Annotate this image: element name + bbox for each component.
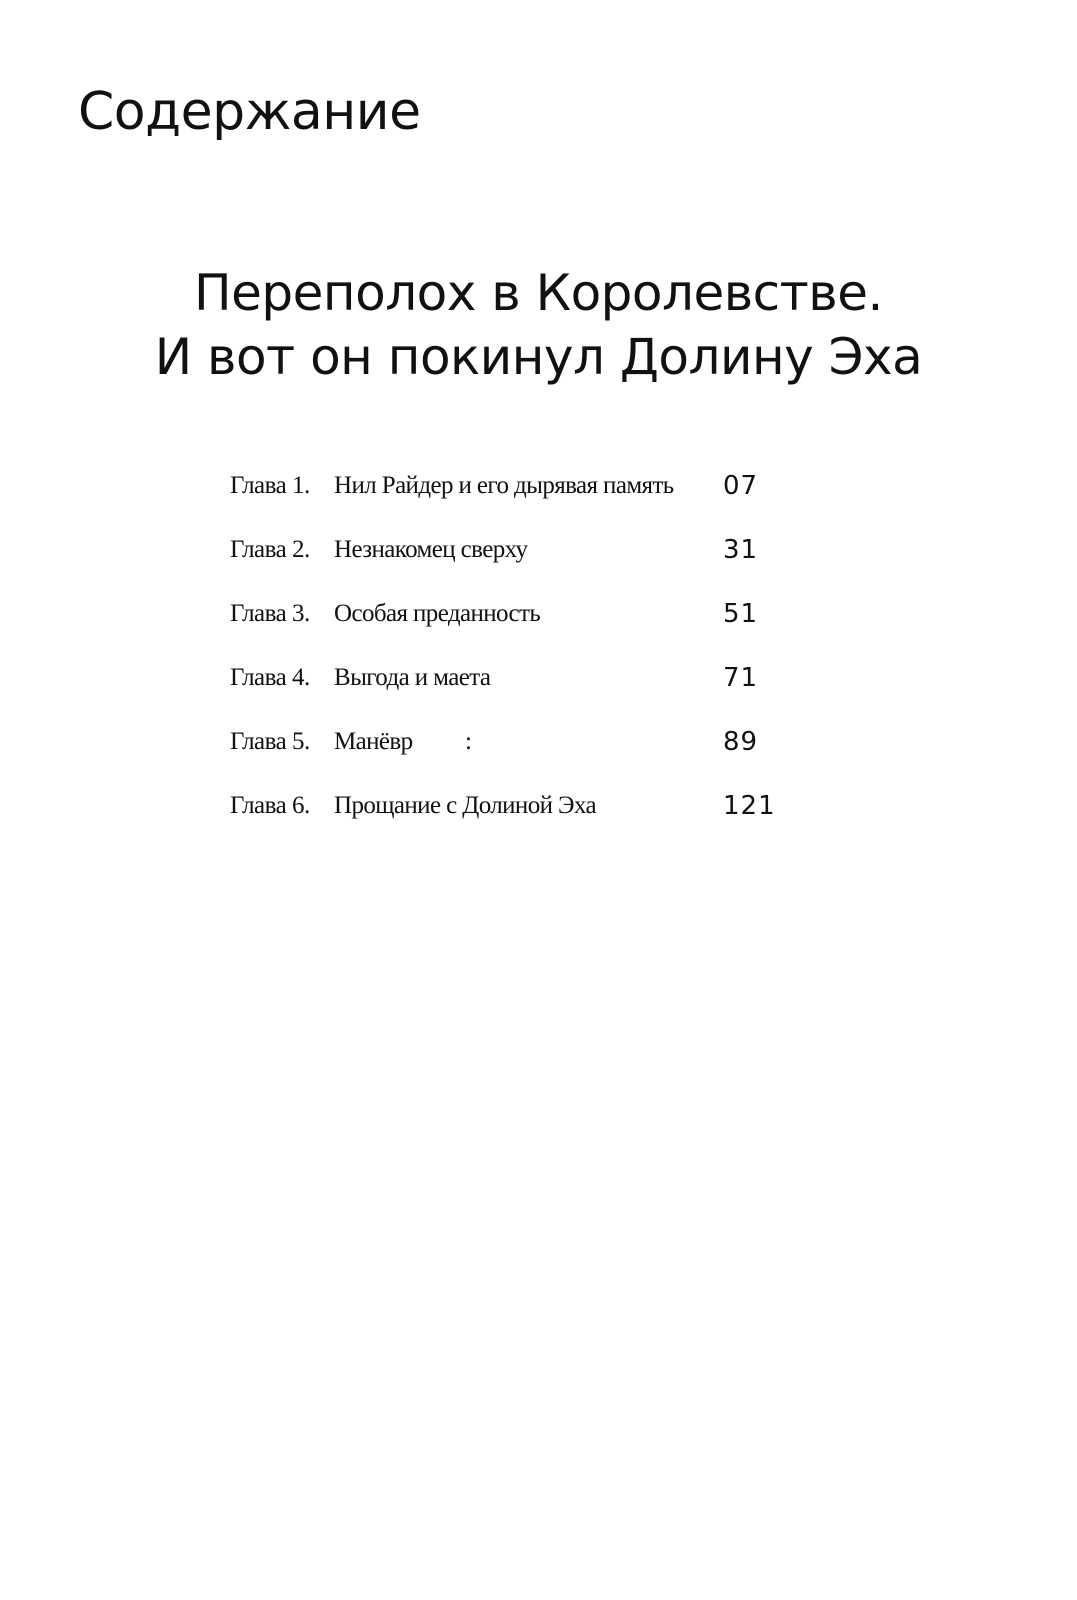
page-title: Содержание <box>78 82 421 142</box>
toc-chapter-label: Глава 3. <box>230 600 310 627</box>
toc-page-number: 31 <box>723 535 759 565</box>
toc-stray-colon: : <box>465 728 472 755</box>
toc-chapter-label: Глава 2. <box>230 536 310 563</box>
toc-entry-chapter-5[interactable] <box>0 722 1077 786</box>
toc-page-number: 51 <box>723 599 759 629</box>
toc-chapter-label: Глава 1. <box>230 472 310 499</box>
toc-page-number: 07 <box>723 471 759 501</box>
toc-chapter-title: Прощание с Долиной Эха <box>334 792 597 819</box>
toc-chapter-title: Манёвр <box>334 728 413 755</box>
toc-chapter-title: Выгода и маета <box>334 664 491 691</box>
book-title-line-2: И вот он покинул Долину Эха <box>154 328 923 386</box>
toc-chapter-label: Глава 5. <box>230 728 310 755</box>
toc-entry-chapter-6[interactable] <box>0 786 1077 850</box>
toc-entry-chapter-2[interactable] <box>0 530 1077 594</box>
toc-entry-chapter-1[interactable] <box>0 466 1077 530</box>
toc-entry-chapter-3[interactable] <box>0 594 1077 658</box>
toc-chapter-title: Особая преданность <box>334 600 541 627</box>
table-of-contents <box>0 466 1077 850</box>
toc-page-number: 89 <box>723 727 759 757</box>
toc-chapter-label: Глава 4. <box>230 664 310 691</box>
toc-chapter-title: Незнакомец сверху <box>334 536 528 563</box>
toc-chapter-title: Нил Райдер и его дырявая память <box>334 472 674 499</box>
book-title-line-1: Переполох в Королевстве. <box>194 264 883 322</box>
toc-page-number: 71 <box>723 663 759 693</box>
toc-page-number: 121 <box>723 791 776 821</box>
toc-entry-chapter-4[interactable] <box>0 658 1077 722</box>
toc-chapter-label: Глава 6. <box>230 792 310 819</box>
